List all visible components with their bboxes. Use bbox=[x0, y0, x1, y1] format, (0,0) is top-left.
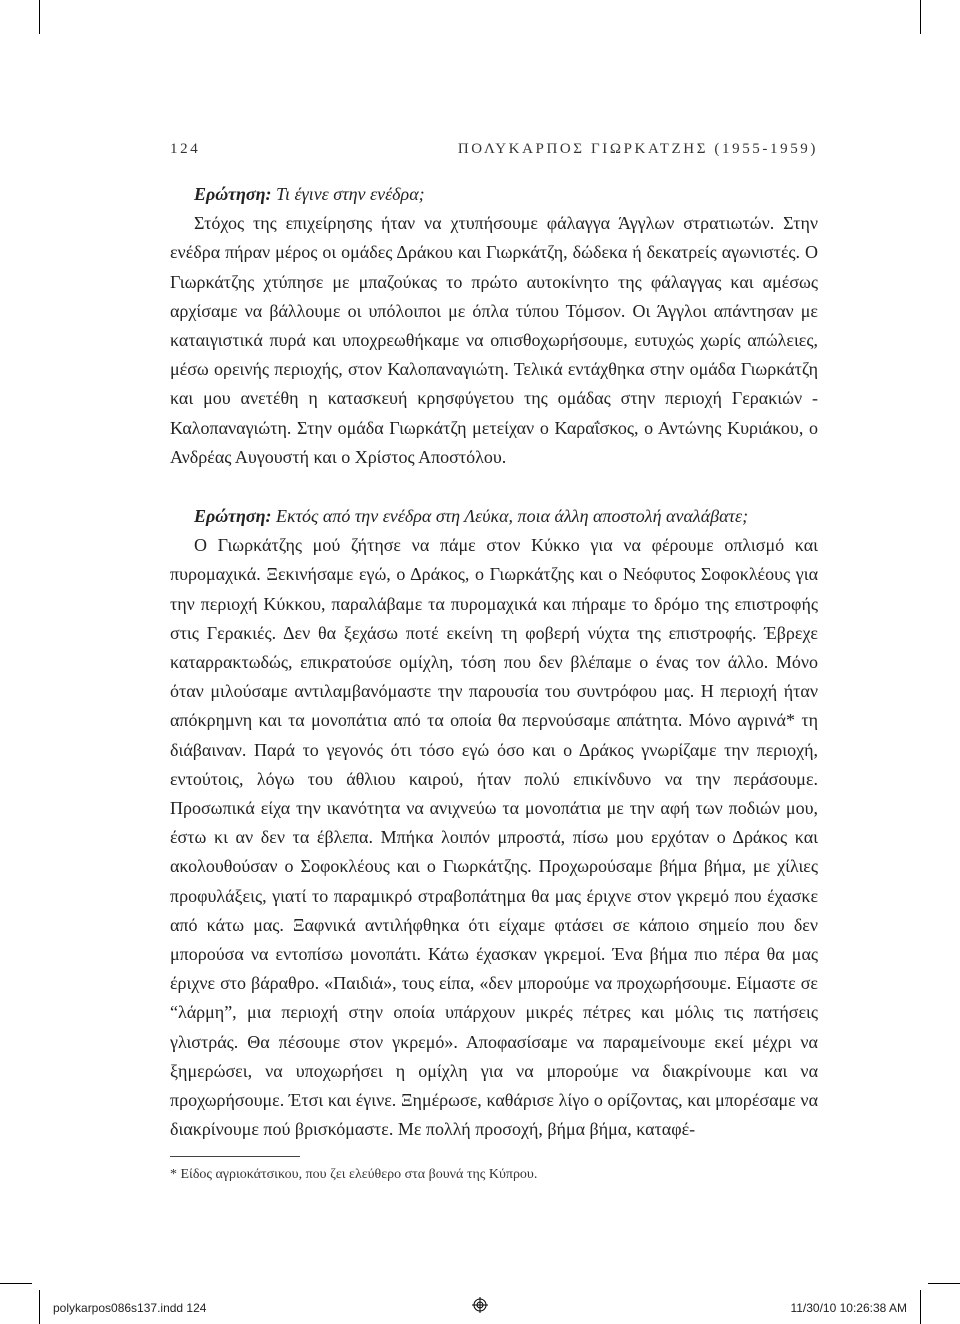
question-1 bbox=[170, 180, 818, 209]
section-gap bbox=[170, 472, 818, 502]
footnote: * Είδος αγριοκάτσικου, που ζει ελεύθερο στα βουνά της Κύπρου. bbox=[170, 1167, 538, 1182]
crop-mark-top-left bbox=[39, 0, 40, 34]
slug-timestamp: 11/30/10 10:26:38 AM bbox=[790, 1301, 907, 1315]
body-text bbox=[170, 180, 818, 1145]
footnote-rule bbox=[170, 1156, 300, 1157]
crop-mark-top-right bbox=[920, 0, 921, 34]
crop-mark-bottom-left bbox=[0, 1283, 32, 1284]
registration-mark-icon bbox=[472, 1297, 488, 1313]
answer-1: Στόχος της επιχείρησης ήταν να χτυπήσουμε φάλαγγα Άγγλων στρατιωτών. Στην ενέδρα πήραν μέρος οι ομάδες Δράκου και Γιωρκάτζη, δώδεκα ή δεκατρείς αγωνιστές. Ο Γιωρκάτζης χτύπησε με μπαζούκας το πρώτο αυτοκίνητο της φάλαγγας και αμέσως αρχίσαμε να βάλλουμε οι υπόλοιποι με όπλα τύπου Τόμσον. Οι Άγγλοι απάντησαν με καταιγιστικά πυρά και υποχρεωθήκαμε να οπισθοχωρήσουμε, ευτυχώς χωρίς απώλειες, μέσω ορεινής περιοχής, στον Καλοπαναγιώτη. Τελικά εντάχθηκα στην ομάδα Γιωρκάτζη και μου ανετέθη η κατασκευή κρησφύγετου της ομάδας στην περιοχή Γερακιών - Καλοπαναγιώτη. Στην ομάδα Γιωρκάτζη μετείχαν ο Καραΐσκος, ο Αντώνης Κυριάκου, ο Ανδρέας Αυγουστή και ο Χρίστος Αποστόλου. bbox=[170, 213, 818, 467]
page-header bbox=[170, 141, 818, 165]
question-text: Τι έγινε στην ενέδρα; bbox=[271, 184, 425, 204]
answer-2: Ο Γιωρκάτζης μού ζήτησε να πάμε στον Κύκκο για να φέρουμε οπλισμό και πυρομαχικά. Ξεκινήσαμε εγώ, ο Δράκος, ο Γιωρκάτζης και ο Νεόφυτος Σοφοκλέους για την περιοχή Κύκκου, παραλάβαμε τα πυρομαχικά και πήραμε το δρόμο της επιστροφής στις Γερακιές. Δεν θα ξεχάσω ποτέ εκείνη τη φοβερή νύχτα της επιστροφής. Έβρεχε καταρρακτωδώς, επικρατούσε ομίχλη, τόση που δεν βλέπαμε ο ένας τον άλλο. Μόνο όταν μιλούσαμε αντιλαμβανόμαστε την παρουσία του συντρόφου μας. Η περιοχή ήταν απόκρημνη και τα μονοπάτια από τα οποία θα περνούσαμε απάτητα. Μόνο αγρινά* τη διάβαιναν. Παρά το γεγονός ότι τόσο εγώ όσο και ο Δράκος γνωρίζαμε την περιοχή, εντούτοις, λόγω του άθλιου καιρού, ήταν πολύ επικίνδυνο να την περάσουμε. Προσωπικά είχα την ικανότητα να ανιχνεύω τα μονοπάτια με την αφή των ποδιών μου, έστω κι αν δεν τα έβλεπα. Μπήκα λοιπόν μπροστά, πίσω μου ερχόταν ο Δράκος και ακολουθούσαν ο Σοφοκλέους και ο Γιωρκάτζης. Προχωρούσαμε βήμα βήμα, με χίλιες προφυλάξεις, γιατί το παραμικρό στραβοπάτημα θα μας έριχνε στον γκρεμό που έχασκε από κάτω μας. Ξαφνικά αντιλήφθηκα ότι είχαμε φτάσει σε κάποιο σημείο που δεν μπορούσα να εντοπίσω μονοπάτι. Κάτω έχασκαν γκρεμοί. Ένα βήμα πιο πέρα θα μας έριχνε στο βάραθρο. «Παιδιά», τους είπα, «δεν μπορούμε να προχωρήσουμε. Είμαστε σε “λάρμη”, μια περιοχή στην οποία υπάρχουν μικρές πέτρες και μόλις τις πατήσεις γλιστράς. Θα πέσουμε στον γκρεμό». Αποφασίσαμε να παραμείνουμε εκεί μέχρι να ξημερώσει, να υποχωρήσει η ομίχλη για να μπορούμε να διακρίνουμε και να προχωρήσουμε. Έτσι και έγινε. Ξημέρωσε, καθάρισε λίγο ο ορίζοντας, και μπορέσαμε να διακρίνουμε πού βρισκόμαστε. Με πολλή προσοχή, βήμα βήμα, καταφέ- bbox=[170, 535, 818, 1140]
crop-mark-bottom-right bbox=[928, 1283, 960, 1284]
question-text: Εκτός από την ενέδρα στη Λεύκα, ποια άλλη αποστολή αναλάβατε; bbox=[271, 506, 749, 527]
page-number: 124 bbox=[170, 141, 201, 157]
question-2 bbox=[170, 502, 818, 531]
slug-filename: polykarpos086s137.indd 124 bbox=[53, 1301, 207, 1315]
running-head: ΠΟΛΥΚΑΡΠΟΣ ΓΙΩΡΚΑΤΖΗΣ (1955-1959) bbox=[457, 141, 818, 157]
question-label: Ερώτηση: bbox=[194, 184, 272, 204]
print-slug bbox=[0, 1297, 960, 1317]
question-label: Ερώτηση: bbox=[194, 506, 272, 527]
